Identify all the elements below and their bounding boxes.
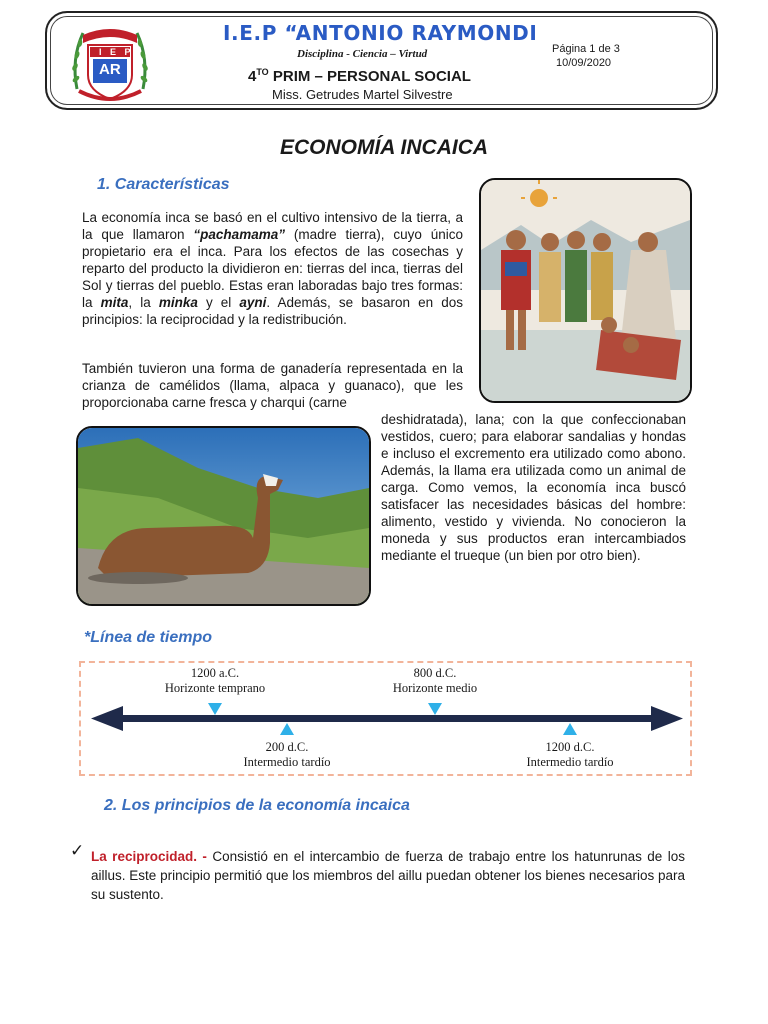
llama-photo [76, 426, 371, 606]
page-info [552, 42, 620, 70]
course-name: PRIM – PERSONAL SOCIAL [268, 68, 471, 85]
event-label: Intermedio tardío [526, 755, 614, 769]
llama-photo-drawing [78, 428, 369, 604]
page-number: Página 1 de 3 [552, 43, 620, 55]
logo-initials: AR [99, 61, 121, 78]
text-run: La economía inca se basó en el cultivo intensivo de la tierra, a la que llamaron [82, 210, 463, 242]
section1-paragraph2-rest: deshidratada), lana; con la que confeccionaban vestidos, cuero; para elaborar sandalias y hondas e incluso el excremento era utilizado como abono. Además, la llama era utilizada como un animal de carga. Como vemos, la economía inca buscó satisfacer las necesidades básicas del hombre: alimento, vestido y vivienda. No conocieron la moneda y sus productos eran intercambiados mediante el trueque (un bien por otro bien). [381, 412, 686, 563]
term-ayni: ayni [239, 295, 267, 310]
school-name: I.E.P “ANTONIO RAYMONDI [223, 21, 538, 45]
event-label: Intermedio tardío [243, 755, 331, 769]
term-pachamama: “pachamama” [193, 227, 285, 242]
reciprocity-text: Consistió en el intercambio de fuerza de trabajo entre los hatunrunas de los aillus. Este principio permitió que los miembros del aillu puedan obtener los bienes necesarios para su sustento. [91, 849, 685, 902]
page-title: ECONOMÍA INCAICA [279, 136, 489, 159]
event-label: Horizonte temprano [164, 681, 266, 695]
section1-paragraph2-top: También tuvieron una forma de ganadería representada en la crianza de camélidos (llama, alpaca y guanaco), que les proporcionaba carne fresca y charqui (carne [82, 361, 463, 410]
inca-illustration [479, 178, 692, 403]
teacher-name: Miss. Getrudes Martel Silvestre [272, 87, 453, 102]
section2-heading: 2. Los principios de la economía incaica [104, 797, 410, 814]
section2-item-reciprocity [91, 847, 685, 904]
text-run: (madre tierra), cuyo único propietario era el inca. Para los efectos de las cosechas y reparto del producto la dividieron en: tierras del inca, tierras del Sol y tierras del pueblo. Estas eran laboradas bajo tres formas: la [82, 227, 463, 310]
timeline-event [355, 666, 515, 696]
text-run: . Además, se basaron en dos principios: la reciprocidad y la redistribución. [82, 295, 463, 327]
timeline-event [490, 740, 650, 770]
timeline-marker-down [208, 703, 222, 715]
timeline-marker-down [428, 703, 442, 715]
timeline-event [207, 740, 367, 770]
inca-illustration-drawing [481, 180, 690, 401]
timeline-box [79, 661, 692, 776]
logo-top-text: I E P [99, 47, 134, 57]
school-motto: Disciplina - Ciencia – Virtud [297, 48, 428, 60]
event-date: 800 d.C. [413, 666, 457, 680]
timeline-event [135, 666, 295, 696]
grade-number: 4 [248, 68, 257, 85]
term-mita: mita [100, 295, 129, 310]
document-header [45, 11, 718, 110]
event-date: 200 d.C. [265, 740, 309, 754]
term-minka: minka [158, 295, 198, 310]
text-run: , la [128, 295, 159, 310]
timeline-marker-up [280, 723, 294, 735]
section1-paragraph1 [82, 209, 463, 328]
term-reciprocidad: La reciprocidad. - [91, 849, 213, 864]
course-grade [248, 67, 471, 85]
event-label: Horizonte medio [392, 681, 478, 695]
checkmark-icon: ✓ [70, 841, 85, 860]
timeline-heading: *Línea de tiempo [84, 629, 213, 646]
grade-suffix: TO [256, 67, 269, 77]
event-date: 1200 a.C. [190, 666, 240, 680]
section1-heading: 1. Características [97, 176, 230, 193]
timeline-marker-up [563, 723, 577, 735]
document-date: 10/09/2020 [556, 57, 612, 69]
event-date: 1200 d.C. [545, 740, 595, 754]
text-run: y el [197, 295, 240, 310]
